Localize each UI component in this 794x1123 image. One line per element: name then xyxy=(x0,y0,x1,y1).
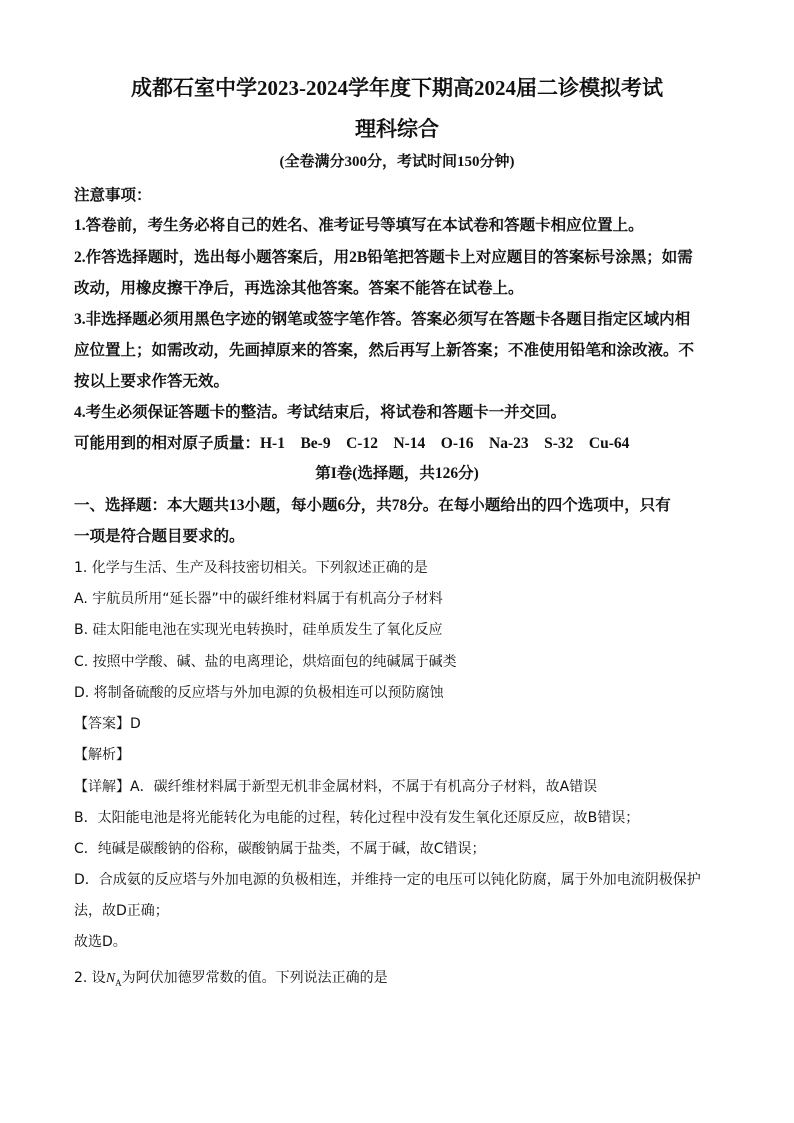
note-line-1: 1.答卷前，考生务必将自己的姓名、准考证号等填写在本试卷和答题卡相应位置上。 xyxy=(74,217,644,234)
note-line-4: 3.非选择题必须用黑色字迹的钢笔或签字笔作答。答案必须写在答题卡各题目指定区域内相 xyxy=(74,311,691,328)
atomic-masses: 可能用到的相对原子质量：H-1 Be-9 C-12 N-14 O-16 Na-23 S-32 Cu-64 xyxy=(74,435,630,452)
subject-title: 理科综合 xyxy=(355,117,439,141)
q1-detail-4: D．合成氨的反应塔与外加电源的负极相连，并维持一定的电压可以钝化防腐，属于外加电流阴极保护 xyxy=(74,872,701,888)
q2-stem-prefix: 2. 设 xyxy=(74,970,106,986)
part1-heading: 第I卷(选择题，共126分) xyxy=(315,465,479,482)
q1-answer: 【答案】D xyxy=(74,716,141,732)
avogadro-symbol xyxy=(106,971,122,986)
note-line-7: 4.考生必须保证答题卡的整洁。考试结束后，将试卷和答题卡一并交回。 xyxy=(74,404,567,421)
avogadro-sub: A xyxy=(115,977,122,988)
q1-detail-6: 故选D。 xyxy=(74,934,127,950)
note-line-2: 2.作答选择题时，选出每小题答案后，用2B铅笔把答题卡上对应题目的答案标号涂黑；如需 xyxy=(74,249,693,266)
q2-stem xyxy=(74,967,724,988)
part1-instructions-1: 一、选择题：本大题共13小题，每小题6分，共78分。在每小题给出的四个选项中，只有 xyxy=(74,497,671,514)
q1-detail-3: C．纯碱是碳酸钠的俗称，碳酸钠属于盐类，不属于碱，故C错误； xyxy=(74,841,486,857)
exam-title: 成都石室中学2023-2024学年度下期高2024届二诊模拟考试 xyxy=(131,76,663,100)
note-line-5: 应位置上；如需改动，先画掉原来的答案，然后再写上新答案；不准使用铅笔和涂改液。不 xyxy=(74,342,695,359)
q1-option-c: C. 按照中学酸、碱、盐的电离理论，烘焙面包的纯碱属于碱类 xyxy=(74,654,457,670)
avogadro-n: N xyxy=(105,971,116,986)
note-line-6: 按以上要求作答无效。 xyxy=(74,373,230,390)
q1-option-d: D. 将制备硫酸的反应塔与外加电源的负极相连可以预防腐蚀 xyxy=(74,685,444,701)
q1-option-b: B. 硅太阳能电池在实现光电转换时，硅单质发生了氧化反应 xyxy=(74,622,443,638)
q1-option-a: A. 宇航员所用“延长器”中的碳纤维材料属于有机高分子材料 xyxy=(74,591,443,607)
q1-detail-1: 【详解】A．碳纤维材料属于新型无机非金属材料，不属于有机高分子材料，故A错误 xyxy=(74,779,598,795)
q1-analysis-label: 【解析】 xyxy=(74,747,130,763)
q1-detail-2: B．太阳能电池是将光能转化为电能的过程，转化过程中没有发生氧化还原反应，故B错误； xyxy=(74,810,640,826)
notes-heading: 注意事项： xyxy=(74,187,152,204)
q1-stem: 1. 化学与生活、生产及科技密切相关。下列叙述正确的是 xyxy=(74,560,428,576)
note-line-3: 改动，用橡皮擦干净后，再选涂其他答案。答案不能答在试卷上。 xyxy=(74,280,524,297)
q2-stem-suffix: 为阿伏加德罗常数的值。下列说法正确的是 xyxy=(121,970,388,986)
exam-info: (全卷满分300分，考试时间150分钟) xyxy=(279,154,515,170)
q1-detail-5: 法，故D正确； xyxy=(74,903,169,919)
part1-instructions-2: 一项是符合题目要求的。 xyxy=(74,528,245,545)
